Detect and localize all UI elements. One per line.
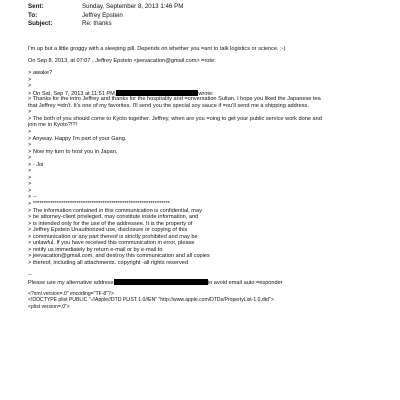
disclaimer-line: > The information contained in this communication is confidential, may [28,207,202,214]
quote-attribution-suffix: wrote: [198,90,214,97]
quote-line: join me in Kyoto?!?! [28,122,78,129]
alt-address-suffix: to avoid email auto =esponder [207,279,283,286]
subject-label: Subject: [28,20,53,28]
quote-line: > [28,76,32,83]
quote-attribution-prefix: > On Sat, Sep 7, 2013 at 11:51 PM, [28,90,117,97]
quote-line: > Thanks for the intro Jeffrey and thanks for the hospitality and =onversation Sultan. I hope you liked the Japanese tea [28,96,321,103]
disclaimer-line: > communication or any part thereof is strictly prohibited and may be [28,233,198,240]
quote-line: > awake? [28,70,53,77]
quote-line: > [28,174,32,181]
xml-line: <?xml version=.0" encoding="TF-8"?> [28,290,114,297]
quote-line: > [28,142,32,149]
quote-line: > [28,109,32,116]
disclaimer-line: > jeevacation@gmail.com, and destroy this communication and all copies [28,253,210,260]
subject-value: Re: thanks [82,20,112,28]
quote-line: > - Joi [28,161,44,168]
email-header [28,3,183,29]
quote-line: > [28,168,32,175]
disclaimer-line: > Jeffrey Epstein Unauthorized use, disclosure or copying of this [28,227,188,234]
intro-line: I'm up but a little groggy with a sleeping pill. Depends on whether you =ant to talk logistics or science. ;-) [28,46,286,52]
quote-line: > [28,187,32,194]
reply-header-line: On Sep 8, 2013, at 07:07 , Jeffrey Epstein <jeevacation@gmail.com> =rote: [28,58,216,65]
sent-value: Sunday, September 8, 2013 1:46 PM [82,3,184,10]
to-row [28,12,183,21]
to-label: To: [28,11,38,19]
disclaimer-line: > thereof, including all attachments. copyright -all rights reserved [28,259,188,266]
quote-line: that Jeffrey =idn't. It's one of my favorites. I'll send you the special soy sauce if =ou'll send me a shipping address. [28,102,309,109]
xml-line: <plist version=.0"> [28,303,70,310]
quote-line: > Anyway. Happy I'm part of your Gang. [28,135,127,142]
xml-line: <!DOCTYPE plist PUBLIC "-//Apple//DTD PLIST 1.0//EN" "http://www.apple.com/DTDs/PropertyList-1.0.dtd"> [28,297,274,304]
quote-line: > [28,181,32,188]
disclaimer-line: > notify us immediately by return e-mail or by e-mail to [28,246,163,253]
quote-line: > [28,155,32,162]
sent-row [28,3,183,12]
subject-row [28,20,183,29]
quote-line: > -- [28,194,37,201]
redaction-box [114,279,208,285]
signature-dashes: -- [28,272,32,278]
disclaimer-line: > is intended only for the use of the addressee. It is the property of [28,220,193,227]
disclaimer-line: > unlawful. If you have received this communication in error, please [28,240,195,247]
quote-line: > [28,129,32,136]
email-body [28,46,394,310]
alt-address-prefix: Please use my alternative address [28,279,114,286]
disclaimer-line: > be attorney-client privileged, may constitute inside information, and [28,214,199,221]
quote-line: > Now my turn to host you in Japan. [28,148,118,155]
quote-line: > [28,83,32,90]
to-value: Jeffrey Epstein [82,11,123,19]
quote-line: > The both of you should come to Kyoto together. Jeffrey, when are you =oing to get your public service work done and [28,115,322,122]
quote-line: > *************************************************************** [28,201,170,208]
sent-label: Sent: [28,3,44,10]
redaction-box [116,90,198,96]
